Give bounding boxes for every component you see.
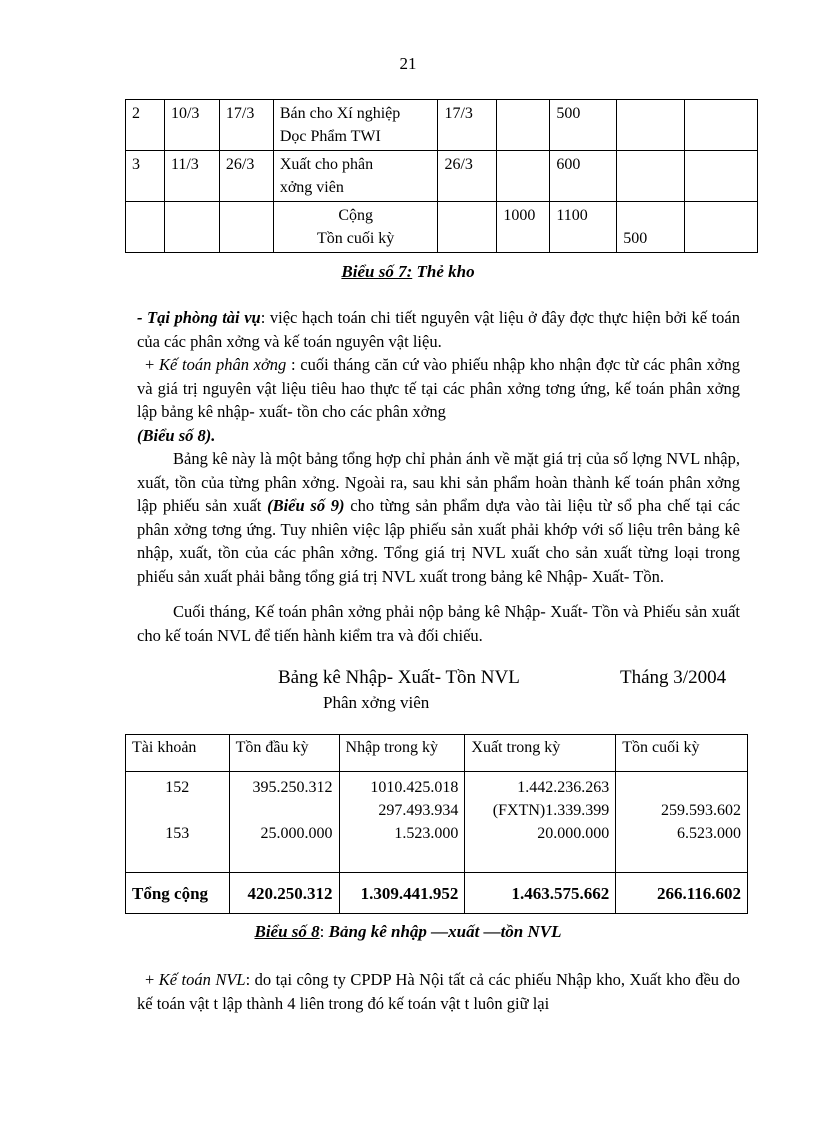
paragraph-ke-toan-phan-xuong: [137, 353, 740, 447]
cell-description: [273, 100, 438, 151]
cell-total: 420.250.312: [229, 873, 339, 914]
cell-stt: 2: [126, 100, 165, 151]
cell-xuat: 600: [550, 151, 617, 202]
table-row: [126, 772, 748, 873]
cell-date: 17/3: [438, 100, 497, 151]
table-row: [126, 151, 758, 202]
paragraph-text: : do tại công ty CPDP Hà Nội tất cả các phiếu Nhập kho, Xuất kho đều do kế toán vật t lập thành 4 liên trong đó kế toán vật t luôn giữ lại: [137, 970, 740, 1013]
cell-ky: [685, 100, 758, 151]
cell-date: 26/3: [438, 151, 497, 202]
cell-nhap: [497, 100, 550, 151]
desc-line: Xuất cho phân: [279, 156, 374, 173]
paragraph-cuoi-thang: [137, 600, 740, 647]
cell-total-label: Tổng cộng: [126, 873, 230, 914]
column-header: Tài khoản: [126, 735, 230, 772]
caption-bieu-so-7: [0, 262, 816, 282]
bullet-plus: +: [145, 355, 159, 374]
desc-line: Dọc Phẩm TWI: [279, 128, 381, 145]
page-number: 21: [399, 54, 417, 73]
cell-opening: 395.250.312 25.000.000: [229, 772, 339, 873]
report-subtitle: Phân xởng viên: [323, 693, 430, 712]
cell-description: [273, 151, 438, 202]
caption-bieu-so-8: Biểu số 8: Bảng kê nhập —xuất —tồn NVL: [254, 922, 562, 941]
cell-ky: [685, 151, 758, 202]
cell-stt: 3: [126, 151, 165, 202]
cell-xuat: 1100: [550, 202, 617, 253]
report-title: Bảng kê Nhập- Xuất- Tồn NVL: [278, 667, 520, 688]
cell-total: 1.463.575.662: [465, 873, 616, 914]
stock-card-table: [125, 99, 758, 253]
desc-line: Cộng: [338, 207, 373, 224]
desc-line: Bán cho Xí nghiệp: [279, 105, 401, 122]
column-header: Nhập trong kỳ: [339, 735, 465, 772]
caption-label: Biểu số 8: [254, 922, 320, 941]
cell-date: 26/3: [219, 151, 273, 202]
desc-line: xởng viên: [279, 179, 344, 196]
caption-title: Thẻ kho: [416, 262, 475, 281]
cell-xuat: 500: [550, 100, 617, 151]
paragraph-lead: Kế toán phân xởng: [158, 355, 287, 374]
paragraph-ref: (Biểu số 9): [267, 496, 345, 516]
desc-line: Tồn cuối kỳ: [316, 230, 395, 247]
cell-date: 11/3: [164, 151, 219, 202]
cell-ton: [617, 151, 685, 202]
caption-title: Bảng kê nhập —xuất —tồn NVL: [328, 922, 562, 941]
column-header: Xuất trong kỳ: [465, 735, 616, 772]
paragraph-bang-ke: [137, 447, 740, 589]
paragraph-ke-toan-nvl: [137, 968, 740, 1015]
cell-account: 152 153: [126, 772, 230, 873]
bullet-plus: +: [145, 970, 159, 989]
cell-date: 17/3: [219, 100, 273, 151]
paragraph-text: cho từng sản phẩm dựa vào tài liệu từ sổ pha chế tại các phân xởng tơng ứng. Tuy nhiên việc lập phiếu sản xuất phải khớp với số liệu trên bảng kê nhập, xuất, tồn của các phân xởng. Tổng giá trị NVL xuất cho sản xuất từng loại trong phiếu sản xuất phải bằng tổng giá trị NVL xuất trong bảng kê Nhập- Xuất- Tồn.: [137, 496, 741, 586]
paragraph-text: Cuối tháng, Kế toán phân xởng phải nộp bảng kê Nhập- Xuất- Tồn và Phiếu sản xuất cho kế toán NVL để tiến hành kiểm tra và đối chiếu.: [137, 602, 740, 645]
cell-total: 1.309.441.952: [339, 873, 465, 914]
column-header: Tồn đầu kỳ: [229, 735, 339, 772]
cell-date: 10/3: [164, 100, 219, 151]
paragraph-ref: (Biểu số 8).: [137, 425, 216, 445]
paragraph-text: : cuối tháng căn cứ vào phiếu nhập kho nhận đợc từ các phân xởng và giá trị nguyên vật liệu tiêu hao thực tế tại các phân xởng tơng ứng, kế toán phân xởng lập bảng kê nhập- xuất- tồn cho các phân xởng: [137, 355, 740, 422]
table-row-total: [126, 202, 758, 253]
inventory-table: [125, 734, 748, 914]
paragraph-phong-tai-vu: [137, 306, 740, 353]
cell-ton: 500: [617, 202, 685, 253]
caption-label: Biểu số 7:: [341, 262, 413, 281]
table-header-row: [126, 735, 748, 772]
table-total-row: [126, 873, 748, 914]
table-row: [126, 100, 758, 151]
cell-total: 266.116.602: [616, 873, 748, 914]
cell-description: [273, 202, 438, 253]
paragraph-text: : việc hạch toán chi tiết nguyên vật liệu ở đây đợc thực hiện bởi kế toán của các phân xởng và kế toán nguyên vật liệu.: [137, 308, 740, 351]
cell-in: 1010.425.018 297.493.934 1.523.000: [339, 772, 465, 873]
cell-closing: 259.593.602 6.523.000: [616, 772, 748, 873]
report-month: Tháng 3/2004: [620, 667, 727, 688]
column-header: Tồn cuối kỳ: [616, 735, 748, 772]
cell-nhap: [497, 151, 550, 202]
paragraph-text: Bảng kê này là một bảng tổng hợp chỉ phản ánh về mặt giá trị của số lợng NVL nhập, xuất, tồn của từng phân xởng. Ngoài ra, sau khi sản phẩm hoàn thành kế toán phân xởng lập phiếu sản xuất: [137, 449, 740, 516]
cell-nhap: 1000: [497, 202, 550, 253]
paragraph-lead: - Tại phòng tài vụ: [137, 308, 261, 327]
paragraph-lead: Kế toán NVL: [158, 970, 246, 989]
cell-out: 1.442.236.263 (FXTN)1.339.399 20.000.000: [465, 772, 616, 873]
cell-ton: [617, 100, 685, 151]
